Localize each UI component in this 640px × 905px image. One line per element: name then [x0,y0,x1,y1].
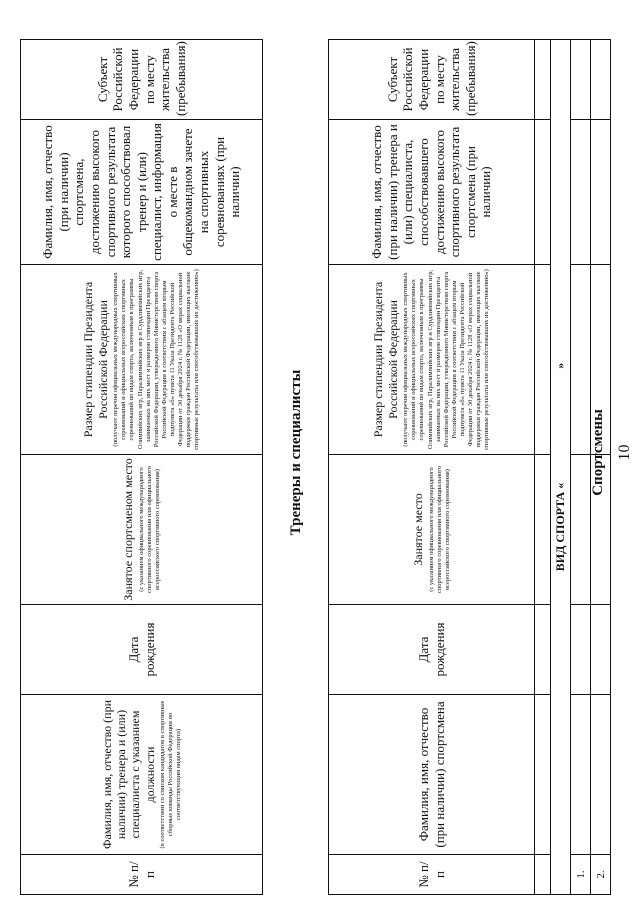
athletes-header-stipend [329,265,535,455]
athletes-header-num: № п/п [329,855,535,895]
coaches-header-birth: Дата рождения [21,605,263,695]
athletes-header-row [329,40,535,895]
coaches-header-name-main: Фамилия, имя, отчество (при наличии) тренера и (или) специалиста с указанием должности [99,699,157,850]
coaches-header-num: № п/п [21,855,263,895]
row-number: 2. [591,855,611,895]
athletes-header-place-main: Занятое место [411,493,426,566]
sport-row-open: ВИД СПОРТА « [553,482,567,572]
table-row [571,40,591,895]
table-row [591,40,611,895]
coaches-header-stipend-note: (получают перечня официальных международных спортивных соревнований и официальных всероссийских спортивных соревнований по видам спорта, включенным в программы Олимпийских игр, Паралимпийских игр и Сурдлимпийских игр, занимаемых на них мест и размеров стипендии Президента Российской Федерации, утвержденного Министерством спорта Российской Федерации в соответствии с абзацем вторым подпункта «б» пункта 11 Указа Президента Российской Федерации от 30 декабря 2024 г. № 1128 «О мерах социальной поддержки граждан Российской Федерации, имеющих высокие спортивные результаты или способствовавших их достижению») [112,269,201,450]
sport-row-label [551,40,571,895]
athletes-table [328,39,611,895]
coaches-header-name [21,695,263,855]
page-number: 10 [616,444,633,461]
sport-row-close: » [553,362,567,369]
coaches-header-name-note: (в соответствии со списком кандидатов в спортивные сборные команды Российской Федерации по соответствующим видам спорта) [159,700,183,849]
coaches-header-place-note: (с указанием официального международного спортивного соревнования или официального всероссийского спортивного соревнования) [137,465,161,594]
coaches-header-row [21,40,263,895]
athletes-header-name: Фамилия, имя, отчество (при наличии) спортсмена [329,695,535,855]
coaches-header-stipend [21,265,263,455]
athletes-header-birth: Дата рождения [329,605,535,695]
coaches-header-region: Субъект Российской Федерации по месту жительства (пребывания) [21,40,263,120]
coaches-header-place-main: Занятое спортсменом место [121,458,136,601]
athletes-blank-row [535,40,551,895]
coaches-section-title: Тренеры и специалисты [288,369,304,536]
athletes-header-stipend-main: Размер стипендии Президента Российской Федерации [371,281,400,438]
athletes-header-coach: Фамилия, имя, отчество (при наличии) тренера и (или) специалиста, способствовавшего достижению высокого спортивного результата спортсмена (при наличии) [329,120,535,265]
athletes-header-stipend-note: (получают перечня официальных международных спортивных соревнований и официальных всероссийских спортивных соревнований по видам спорта, включенным в программы Олимпийских игр, Паралимпийских игр и Сурдлимпийских игр, занимаемых на них мест и размеров стипендии Президента Российской Федерации, утвержденного Министерством спорта Российской Федерации в соответствии с абзацем вторым подпункта «б» пункта 11 Указа Президента Российской Федерации от 30 декабря 2024 г. № 1128 «О мерах социальной поддержки граждан Российской Федерации, имеющих высокие спортивные результаты или способствовавших их достижению») [402,269,491,450]
coaches-table [20,39,263,895]
athletes-header-region: Субъект Российской Федерации по месту жительства (пребывания) [329,40,535,120]
athletes-header-place-note: (с указанием официального международного спортивного соревнования или официального всероссийского спортивного соревнования) [427,465,451,594]
coaches-header-place [21,455,263,605]
row-number: 1. [571,855,591,895]
coaches-header-stipend-main: Размер стипендии Президента Российской Федерации [81,281,110,438]
sport-row [551,40,571,895]
coaches-header-athlete: Фамилия, имя, отчество (при наличии) спортсмена, достижению высокого спортивного результата которого способствовал тренер и (или) специалист, информация о месте в общекомандном зачете на спортивных соревнованиях (при наличии) [21,120,263,265]
athletes-header-place [329,455,535,605]
athletes-section-title: Спортсмены [590,409,606,496]
